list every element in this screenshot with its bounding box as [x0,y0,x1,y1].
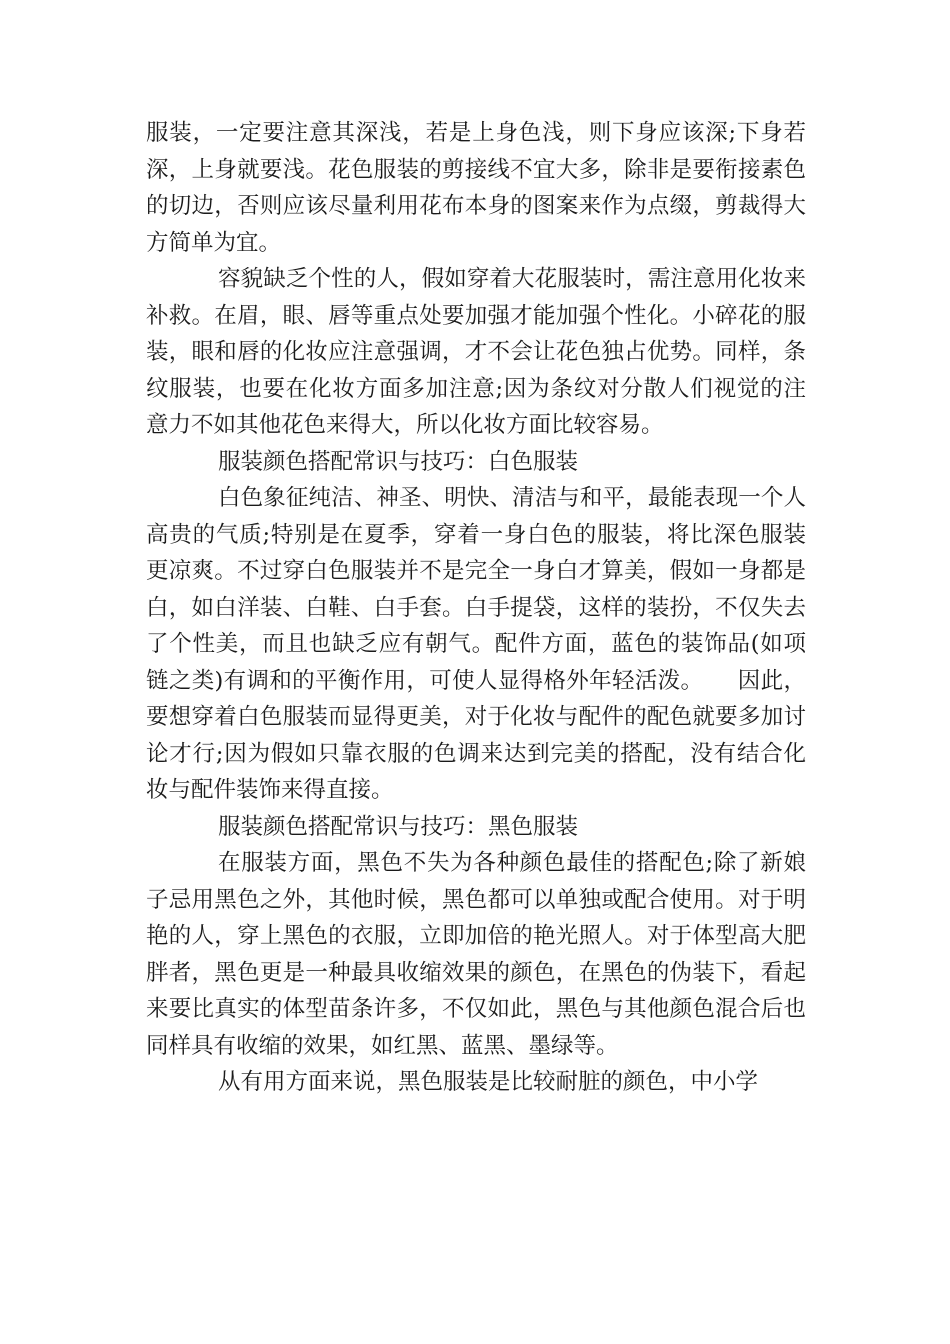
document-body [146,115,806,1101]
paragraph-black-practical: 从有用方面来说，黑色服装是比较耐脏的颜色，中小学 [218,1069,759,1095]
section-heading-white: 服装颜色搭配常识与技巧：白色服装 [218,448,579,475]
paragraph-floral-makeup: 容貌缺乏个性的人，假如穿着大花服装时，需注意用化妆来补救。在眉，眼、唇等重点处要加强才能加强个性化。小碎花的服装，眼和唇的化妆应注意强调，才不会让花色独占优势。同样，条纹服装，也要在化妆方面多加注意;因为条纹对分散人们视觉的注意力不如其他花色来得大，所以化妆方面比较容易。 [146,266,806,438]
paragraph-continuation: 服装，一定要注意其深浅，若是上身色浅，则下身应该深;下身若深，上身就要浅。花色服装的剪接线不宜大多，除非是要衔接素色的切边，否则应该尽量利用花布本身的图案来作为点缀，剪裁得大方简单为宜。 [146,120,806,256]
section-heading-black: 服装颜色搭配常识与技巧：黑色服装 [218,813,579,840]
paragraph-white-clothing: 白色象征纯洁、神圣、明快、清洁与和平，最能表现一个人高贵的气质;特别是在夏季，穿着一身白色的服装，将比深色服装更凉爽。不过穿白色服装并不是完全一身白才算美，假如一身都是白，如白洋装、白鞋、白手套。白手提袋，这样的装扮，不仅失去了个性美，而且也缺乏应有朝气。配件方面，蓝色的装饰品(如项链之类)有调和的平衡作用，可使人显得格外年轻活泼。 因此，要想穿着白色服装而显得更美，对于化妆与配件的配色就要多加讨论才行;因为假如只靠衣服的色调来达到完美的搭配，没有结合化妆与配件装饰来得直接。 [146,485,806,803]
paragraph-black-clothing: 在服装方面，黑色不失为各种颜色最佳的搭配色;除了新娘子忌用黑色之外，其他时候，黑色都可以单独或配合使用。对于明艳的人，穿上黑色的衣服，立即加倍的艳光照人。对于体型高大肥胖者，黑色更是一种最具收缩效果的颜色，在黑色的伪装下，看起来要比真实的体型苗条许多，不仅如此，黑色与其他颜色混合后也同样具有收缩的效果，如红黑、蓝黑、墨绿等。 [146,850,806,1059]
